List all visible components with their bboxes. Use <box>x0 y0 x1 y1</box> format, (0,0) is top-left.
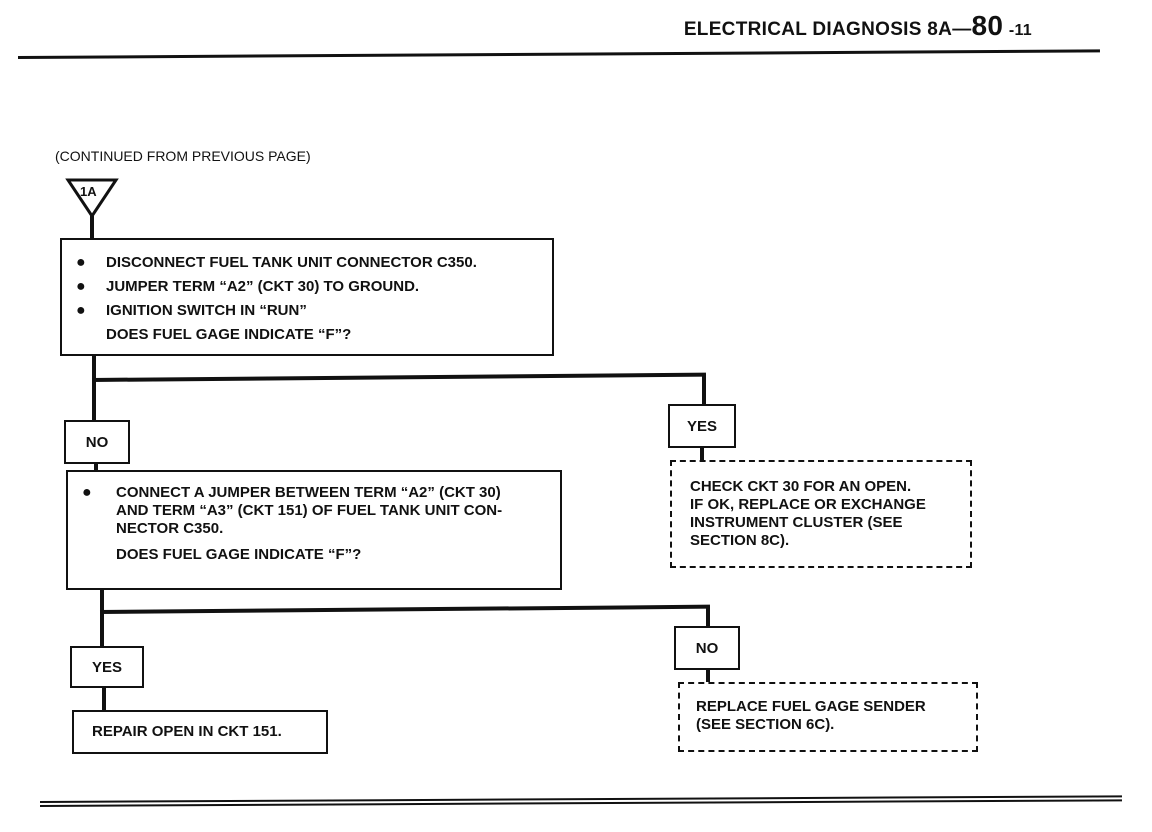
step1-bullet-row <box>76 278 538 296</box>
step2-line: AND TERM “A3” (CKT 151) OF FUEL TANK UNIT CON- <box>116 502 503 519</box>
result-line: INSTRUMENT CLUSTER (SEE <box>690 514 903 531</box>
step1-bullet-text: JUMPER TERM “A2” (CKT 30) TO GROUND. <box>106 278 420 295</box>
flow-line <box>102 688 106 712</box>
connector-label: 1A <box>80 184 97 199</box>
step2-bullet-text <box>116 484 502 538</box>
step1-bullet-row <box>76 254 538 272</box>
header-title: ELECTRICAL DIAGNOSIS 8A <box>683 19 953 40</box>
step1-yes-result-box <box>670 460 972 568</box>
flow-line <box>92 373 706 382</box>
flow-line <box>100 590 104 648</box>
bullet-icon: ● <box>76 254 86 271</box>
header-page-minor: -11 <box>1008 22 1032 39</box>
step2-line: CONNECT A JUMPER BETWEEN TERM “A2” (CKT 30) <box>116 484 501 501</box>
bullet-icon: ● <box>82 484 92 501</box>
step1-bullet-text: DISCONNECT FUEL TANK UNIT CONNECTOR C350. <box>106 254 477 271</box>
step2-box <box>66 470 562 590</box>
bullet-icon: ● <box>76 302 86 319</box>
step1-no-label: NO <box>64 420 130 464</box>
header-rule <box>18 49 1100 59</box>
result-line: SECTION 8C). <box>690 532 790 549</box>
flow-line <box>100 605 710 614</box>
result-line: REPLACE FUEL GAGE SENDER <box>696 698 926 715</box>
bullet-icon: ● <box>76 278 86 295</box>
page-header <box>684 10 1032 42</box>
step2-bullet-row <box>82 484 546 538</box>
step1-bullet-row <box>76 302 538 320</box>
continued-note: (CONTINUED FROM PREVIOUS PAGE) <box>55 148 311 164</box>
step1-box <box>60 238 554 356</box>
header-dash: — <box>952 19 972 40</box>
step2-yes-label: YES <box>70 646 144 688</box>
result-line: IF OK, REPLACE OR EXCHANGE <box>690 496 926 513</box>
step2-no-result-box <box>678 682 978 752</box>
step1-bullet-text: IGNITION SWITCH IN “RUN” <box>106 302 307 319</box>
step2-yes-result-box <box>72 710 328 754</box>
result-line: CHECK CKT 30 FOR AN OPEN. <box>690 478 912 495</box>
flow-line <box>706 606 710 628</box>
step2-no-label: NO <box>674 626 740 670</box>
header-page-major: 80 <box>971 10 1004 41</box>
step1-yes-label: YES <box>668 404 736 448</box>
step1-question: DOES FUEL GAGE INDICATE “F”? <box>106 326 352 343</box>
result-line: REPAIR OPEN IN CKT 151. <box>92 723 282 740</box>
step2-question: DOES FUEL GAGE INDICATE “F”? <box>116 546 362 563</box>
flow-line <box>92 356 96 422</box>
result-line: (SEE SECTION 6C). <box>696 716 835 733</box>
flow-line <box>702 374 706 406</box>
step2-line: NECTOR C350. <box>116 520 224 537</box>
